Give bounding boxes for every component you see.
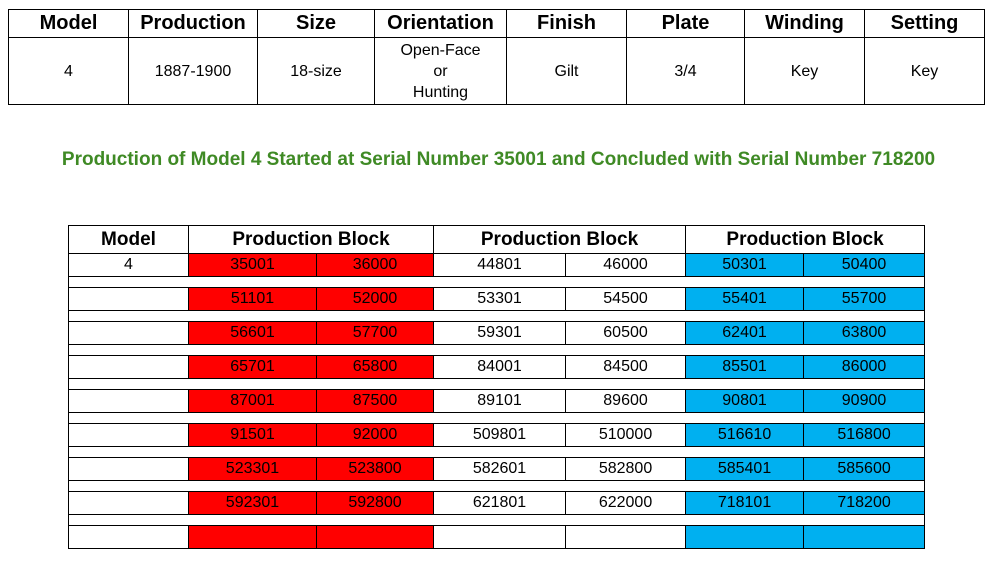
production-header-row	[69, 226, 925, 254]
block-1-end-cell: 65800	[317, 356, 434, 379]
block-1-end-cell: 36000	[317, 254, 434, 277]
block-2-start-cell: 84001	[434, 356, 566, 379]
block-3-start-cell: 62401	[686, 322, 804, 345]
block-3-start-cell: 50301	[686, 254, 804, 277]
spec-plate-value: 3/4	[627, 38, 745, 105]
block-3-end-cell: 86000	[804, 356, 925, 379]
block-1-start-cell: 592301	[189, 492, 317, 515]
spec-model-value: 4	[9, 38, 129, 105]
spec-table	[8, 9, 985, 105]
table-row	[69, 390, 925, 413]
spec-header-plate: Plate	[627, 10, 745, 38]
production-header-model: Model	[69, 226, 189, 254]
model-cell	[69, 356, 189, 379]
production-table	[68, 225, 925, 549]
spacer-cell	[69, 413, 925, 424]
spacer-cell	[69, 447, 925, 458]
block-2-start-cell: 621801	[434, 492, 566, 515]
block-2-end-cell: 60500	[566, 322, 686, 345]
block-2-start-cell: 582601	[434, 458, 566, 481]
spec-header-winding: Winding	[745, 10, 865, 38]
block-1-start-cell: 65701	[189, 356, 317, 379]
block-3-end-cell	[804, 526, 925, 549]
block-1-start-cell	[189, 526, 317, 549]
block-2-end-cell: 54500	[566, 288, 686, 311]
spacer-row	[69, 379, 925, 390]
block-1-start-cell: 51101	[189, 288, 317, 311]
block-2-start-cell	[434, 526, 566, 549]
model-cell	[69, 424, 189, 447]
block-3-start-cell: 585401	[686, 458, 804, 481]
spacer-row	[69, 481, 925, 492]
table-row	[69, 458, 925, 481]
spec-header-orientation: Orientation	[375, 10, 507, 38]
block-1-start-cell: 56601	[189, 322, 317, 345]
production-header-block-1: Production Block	[189, 226, 434, 254]
block-2-end-cell: 582800	[566, 458, 686, 481]
spacer-row	[69, 345, 925, 356]
block-3-start-cell	[686, 526, 804, 549]
spec-production-value: 1887-1900	[129, 38, 258, 105]
table-row	[69, 424, 925, 447]
block-3-end-cell: 90900	[804, 390, 925, 413]
block-3-start-cell: 85501	[686, 356, 804, 379]
orientation-line-1: Open-Face	[400, 41, 481, 59]
block-3-end-cell: 516800	[804, 424, 925, 447]
spacer-row	[69, 413, 925, 424]
block-2-start-cell: 89101	[434, 390, 566, 413]
spec-header-model: Model	[9, 10, 129, 38]
spec-size-value: 18-size	[258, 38, 375, 105]
spec-header-finish: Finish	[507, 10, 627, 38]
production-table-body	[69, 254, 925, 549]
spec-header-row	[9, 10, 985, 38]
table-row	[69, 356, 925, 379]
block-1-end-cell: 52000	[317, 288, 434, 311]
table-row	[69, 254, 925, 277]
spacer-cell	[69, 515, 925, 526]
spacer-cell	[69, 277, 925, 288]
block-1-end-cell: 592800	[317, 492, 434, 515]
model-cell	[69, 526, 189, 549]
model-cell	[69, 288, 189, 311]
table-row	[69, 322, 925, 345]
spec-setting-value: Key	[865, 38, 985, 105]
block-1-end-cell	[317, 526, 434, 549]
model-cell	[69, 458, 189, 481]
block-2-end-cell: 46000	[566, 254, 686, 277]
spec-orientation-value	[375, 38, 507, 105]
block-3-end-cell: 63800	[804, 322, 925, 345]
model-cell	[69, 390, 189, 413]
block-2-start-cell: 53301	[434, 288, 566, 311]
production-header-block-2: Production Block	[434, 226, 686, 254]
orientation-line-2: or	[433, 62, 448, 80]
block-1-end-cell: 92000	[317, 424, 434, 447]
spec-header-production: Production	[129, 10, 258, 38]
block-3-end-cell: 55700	[804, 288, 925, 311]
block-2-end-cell: 84500	[566, 356, 686, 379]
table-row	[69, 288, 925, 311]
spacer-row	[69, 311, 925, 322]
spacer-cell	[69, 345, 925, 356]
block-2-end-cell: 622000	[566, 492, 686, 515]
spec-winding-value: Key	[745, 38, 865, 105]
spacer-cell	[69, 481, 925, 492]
spec-row	[9, 38, 985, 105]
model-cell	[69, 322, 189, 345]
spec-header-size: Size	[258, 10, 375, 38]
orientation-line-3: Hunting	[412, 83, 469, 101]
table-row	[69, 526, 925, 549]
block-3-end-cell: 585600	[804, 458, 925, 481]
block-3-end-cell: 50400	[804, 254, 925, 277]
block-3-start-cell: 55401	[686, 288, 804, 311]
block-3-start-cell: 516610	[686, 424, 804, 447]
spec-finish-value: Gilt	[507, 38, 627, 105]
model-cell: 4	[69, 254, 189, 277]
block-1-end-cell: 57700	[317, 322, 434, 345]
spec-header-setting: Setting	[865, 10, 985, 38]
block-3-start-cell: 90801	[686, 390, 804, 413]
spacer-row	[69, 447, 925, 458]
spacer-cell	[69, 379, 925, 390]
production-heading: Production of Model 4 Started at Serial Number 35001 and Concluded with Serial Number 718200	[61, 149, 936, 170]
block-2-end-cell: 510000	[566, 424, 686, 447]
block-2-start-cell: 59301	[434, 322, 566, 345]
block-1-start-cell: 91501	[189, 424, 317, 447]
block-1-end-cell: 87500	[317, 390, 434, 413]
model-cell	[69, 492, 189, 515]
production-header-block-3: Production Block	[686, 226, 925, 254]
block-3-start-cell: 718101	[686, 492, 804, 515]
spacer-row	[69, 277, 925, 288]
spacer-cell	[69, 311, 925, 322]
block-2-start-cell: 509801	[434, 424, 566, 447]
spacer-row	[69, 515, 925, 526]
block-2-start-cell: 44801	[434, 254, 566, 277]
block-1-start-cell: 35001	[189, 254, 317, 277]
block-2-end-cell: 89600	[566, 390, 686, 413]
block-1-start-cell: 523301	[189, 458, 317, 481]
block-2-end-cell	[566, 526, 686, 549]
table-row	[69, 492, 925, 515]
block-1-end-cell: 523800	[317, 458, 434, 481]
block-1-start-cell: 87001	[189, 390, 317, 413]
block-3-end-cell: 718200	[804, 492, 925, 515]
